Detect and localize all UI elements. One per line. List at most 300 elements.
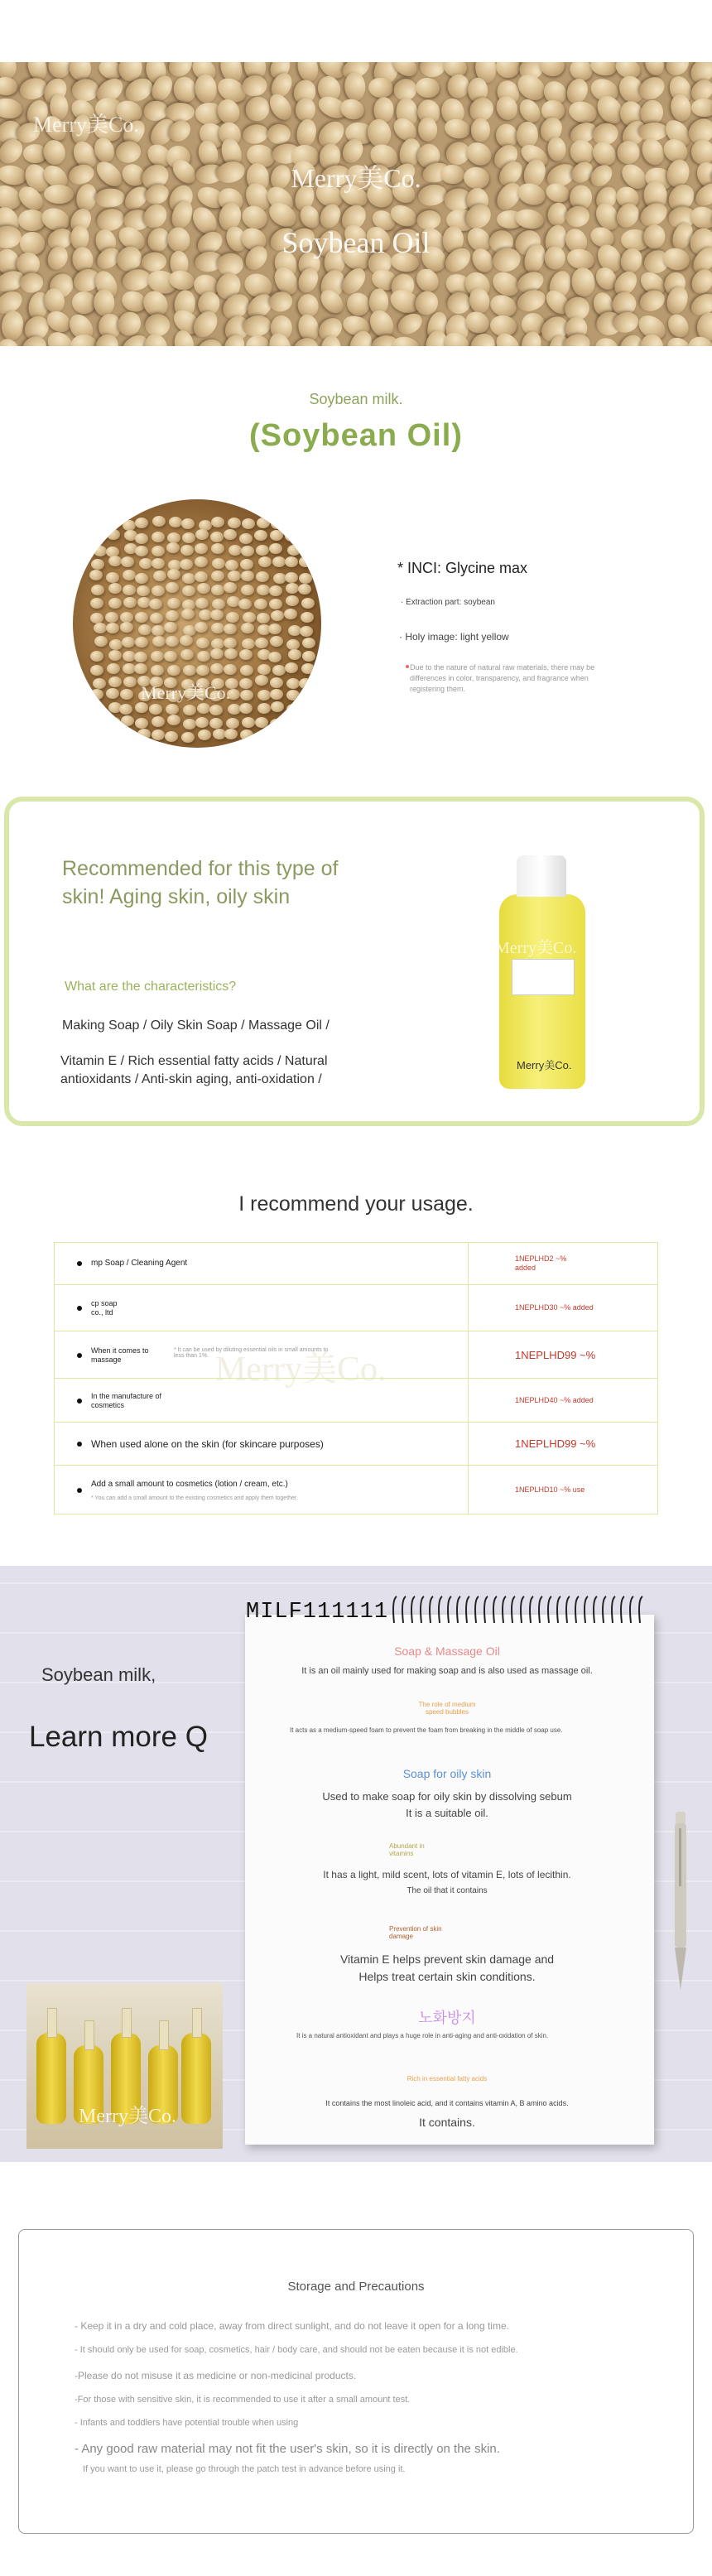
usage-note: * It can be used by diluting essential oils in small amounts to less than 1%. (174, 1346, 329, 1359)
soybean-shape (182, 532, 195, 543)
soybean-shape (150, 613, 163, 624)
soybean-shape (258, 556, 272, 567)
soybean-shape (90, 613, 103, 624)
soybean-shape (151, 651, 164, 662)
soybean-shape (269, 585, 282, 596)
soybean-shape (90, 651, 103, 662)
soybean-shape (257, 703, 271, 714)
soybean-shape (301, 546, 315, 556)
soybean-shape (121, 556, 134, 567)
soybean-shape (589, 62, 618, 78)
soybean-shape (303, 689, 316, 700)
soybean-shape (152, 516, 166, 527)
soybean-shape (135, 612, 148, 623)
soybean-shape (166, 610, 179, 621)
soybean-shape (256, 545, 269, 556)
soybean-shape (92, 703, 105, 714)
soybean-shape (94, 546, 107, 556)
usage-value: 1NEPLHD2 ~% added (515, 1254, 567, 1272)
storage-line: -Please do not misuse it as medicine or non-medicinal products. (75, 2370, 357, 2381)
recommend-uses: Making Soap / Oily Skin Soap / Massage Oil / (62, 1018, 330, 1033)
soybean-shape (152, 625, 165, 636)
soybean-shape (197, 703, 210, 714)
soybean-shape (108, 650, 122, 661)
soybean-shape (286, 583, 299, 594)
storage-line: If you want to use it, please go through the patch test in advance before using it. (83, 2464, 406, 2474)
soybean-shape (286, 595, 299, 606)
soybean-shape (195, 717, 209, 728)
bottle-neck-shape (192, 2008, 202, 2038)
notebook-heading-oily: Soap for oily skin (402, 1767, 492, 1780)
soybean-shape (94, 636, 108, 647)
soybean-shape (243, 612, 256, 623)
soybean-shape (302, 651, 315, 662)
soybean-shape (298, 732, 311, 743)
notebook-text: It is an oil mainly used for making soap and is also used as massage oil. (301, 1666, 593, 1676)
soybean-shape (462, 137, 495, 169)
soybean-shape (44, 184, 74, 204)
soybean-shape (269, 543, 282, 554)
soybean-shape (241, 623, 254, 633)
soybean-shape (153, 571, 166, 581)
soybean-shape (94, 188, 125, 209)
soybean-shape (122, 730, 135, 741)
soybean-shape (285, 572, 298, 583)
soybean-shape (149, 599, 162, 609)
notebook-heading-soap: Soap & Massage Oil (394, 1644, 500, 1658)
soybean-shape (239, 703, 253, 714)
recommend-title: Recommended for this type of skin! Aging skin, oily skin (62, 857, 339, 908)
characteristics-question: What are the characteristics? (65, 980, 237, 994)
usage-value: 1NEPLHD40 ~% added (515, 1395, 594, 1404)
soybean-shape (287, 545, 301, 556)
soybean-shape (164, 622, 177, 633)
soybean-shape (224, 729, 238, 739)
soybean-shape (210, 532, 224, 542)
oil-bottle-shape (36, 2033, 66, 2124)
soybean-shape (197, 583, 210, 594)
soybean-shape (166, 542, 180, 553)
soybean-shape (257, 585, 270, 595)
soybean-shape (135, 533, 148, 544)
soybean-shape (301, 598, 315, 609)
soybean-shape (417, 117, 437, 142)
soybean-shape (70, 335, 98, 346)
soybean-shape (167, 532, 180, 543)
notebook-text: The oil that it contains (407, 1886, 488, 1895)
soybean-shape (108, 730, 122, 741)
soybean-shape (285, 556, 298, 567)
soybean-shape (94, 289, 114, 315)
soybean-shape (546, 137, 567, 162)
soybean-shape (240, 665, 253, 676)
notebook-text: Vitamin E helps prevent skin damage and Helps treat certain skin conditions. (339, 1952, 555, 1983)
usage-note: * You can add a small amount to the existing cosmetics and apply them together. (91, 1495, 298, 1501)
soybean-shape (166, 636, 179, 647)
soybean-shape (90, 716, 103, 727)
soybean-shape (301, 663, 315, 674)
soybean-shape (272, 665, 286, 676)
soybean-shape (180, 635, 193, 646)
soybean-shape (135, 518, 148, 528)
soybean-shape (199, 609, 212, 620)
notebook-subheading: Rich in essential fatty acids (407, 2075, 488, 2082)
notebook-text: It contains. (419, 2116, 475, 2129)
soybean-shape (70, 77, 99, 103)
soybean-shape (114, 139, 142, 164)
storage-line: - Any good raw material may not fit the user's skin, so it is directly on the skin. (75, 2442, 500, 2456)
soybean-shape (182, 573, 195, 584)
soybean-shape (198, 729, 211, 740)
notebook-text: It acts as a medium-speed foam to prevent the foam from breaking in the middle of soap use. (290, 1726, 563, 1734)
soybean-shape (241, 123, 270, 147)
soybean-shape (209, 718, 223, 729)
soybean-shape (257, 613, 270, 624)
storage-line: - Keep it in a dry and cold place, away from direct sunlight, and do not leave it open for a long time. (75, 2320, 509, 2332)
soybean-shape (570, 266, 597, 297)
soybean-shape (89, 570, 103, 580)
soybean-shape (239, 678, 253, 689)
soybean-shape (137, 585, 150, 596)
soybean-shape (91, 559, 104, 570)
soybean-shape (257, 518, 270, 528)
soybean-shape (300, 626, 313, 637)
soybean-shape (151, 665, 164, 676)
soybean-shape (123, 597, 137, 608)
soybean-shape (135, 546, 148, 556)
soybean-shape (197, 651, 210, 662)
soybean-shape (181, 518, 195, 529)
soybean-shape (149, 704, 162, 715)
notebook-subheading: Prevention of skin damage (389, 1925, 442, 1940)
soybean-shape (105, 612, 118, 623)
soybean-shape (301, 520, 315, 531)
soybean-shape (90, 689, 103, 700)
soybean-shape (514, 286, 549, 315)
soybean-shape (241, 93, 274, 126)
soybean-shape (106, 572, 119, 583)
material-note: Due to the nature of natural raw materials, there may be differences in color, transparency, and fragrance when registering them. (410, 663, 595, 693)
soybean-shape (229, 545, 242, 556)
soybean-shape (119, 704, 132, 715)
soybean-shape (0, 163, 28, 186)
soybean-shape (255, 675, 268, 686)
soybean-shape (211, 517, 224, 527)
soybean-shape (192, 335, 227, 346)
soybean-shape (94, 623, 107, 633)
soybean-shape (137, 729, 151, 739)
bottle-neck-shape (159, 2020, 169, 2050)
note-bullet-icon (406, 665, 409, 668)
soybean-shape (152, 546, 165, 556)
soybean-shape (299, 573, 312, 584)
soybean-shape (181, 732, 195, 743)
product-title: (Soybean Oil) (249, 418, 463, 453)
soybean-shape (270, 530, 283, 541)
soybean-shape (226, 718, 239, 729)
soybean-shape (134, 652, 147, 662)
inci-label: * INCI: Glycine max (397, 560, 528, 576)
soybean-shape (123, 585, 136, 595)
soybean-shape (691, 99, 712, 118)
hero-watermark: Merry美Co. (33, 113, 139, 137)
soybean-shape (257, 664, 271, 675)
soybean-shape (195, 598, 209, 609)
soybean-shape (242, 638, 255, 649)
soybean-shape (137, 597, 151, 608)
pen-icon (672, 1812, 689, 1994)
soybean-shape (209, 705, 223, 715)
soybean-shape (92, 520, 105, 531)
usage-label: cp soap co., ltd (91, 1299, 118, 1317)
soybean-shape (123, 677, 137, 687)
storage-line: - It should only be used for soap, cosmetics, hair / body care, and should not be eaten because it is not edible. (75, 2345, 518, 2355)
soybean-shape (152, 532, 165, 542)
soybean-shape (134, 663, 147, 674)
soybean-shape (193, 73, 218, 104)
soybean-shape (440, 165, 464, 185)
soybean-shape (286, 716, 300, 727)
soybean-shape (299, 556, 312, 567)
soybean-shape (344, 72, 366, 102)
soybean-shape (152, 729, 165, 740)
soybean-shape (266, 90, 296, 123)
soybean-shape (164, 651, 177, 662)
soybean-shape (107, 663, 120, 674)
soybean-shape (241, 546, 254, 556)
soybean-shape (224, 529, 237, 540)
soybean-shape (196, 638, 209, 648)
soybean-shape (108, 598, 122, 609)
soybean-shape (537, 62, 566, 79)
soybean-shape (195, 571, 208, 582)
usage-label: mp Soap / Cleaning Agent (91, 1259, 188, 1268)
soybean-shape (419, 62, 447, 79)
soybean-shape (180, 559, 193, 570)
product-subtitle: Soybean milk. (309, 391, 403, 407)
soybean-shape (286, 704, 300, 715)
bottle-cap (517, 855, 566, 897)
soybean-shape (269, 599, 282, 609)
soybean-shape (167, 569, 180, 580)
soybean-shape (256, 571, 269, 582)
storage-title: Storage and Precautions (287, 2280, 425, 2294)
soybean-shape (257, 730, 270, 741)
soybean-shape (463, 166, 491, 190)
soybean-shape (240, 690, 253, 701)
table-row (54, 1466, 658, 1514)
soybean-shape (664, 311, 692, 340)
soybean-shape (257, 690, 271, 701)
soybean-shape (108, 583, 122, 594)
soybean-shape (270, 636, 283, 647)
soybean-shape (181, 609, 195, 619)
soybean-sack-image (73, 499, 321, 748)
storage-line: - Infants and toddlers have potential trouble when using (75, 2418, 299, 2428)
soybean-shape (41, 138, 68, 167)
usage-label: In the manufacture of cosmetics (91, 1391, 162, 1409)
soybean-shape (286, 639, 300, 650)
soybean-shape (241, 585, 254, 595)
holy-image: · Holy image: light yellow (399, 631, 509, 643)
soybean-shape (0, 225, 22, 249)
oil-bottle-shape (181, 2033, 211, 2124)
soybean-shape (284, 609, 297, 619)
soybean-shape (167, 665, 180, 676)
soybean-shape (109, 639, 123, 650)
soybean-shape (268, 624, 281, 634)
soybean-shape (121, 715, 134, 726)
soybean-shape (515, 180, 548, 209)
hero-brand: Merry美Co. (291, 163, 421, 193)
soybean-shape (226, 612, 239, 623)
soybean-shape (108, 556, 122, 566)
soybean-shape (210, 663, 224, 674)
usage-value: 1NEPLHD30 ~% added (515, 1303, 594, 1312)
soybean-shape (195, 556, 208, 567)
bottle-brand: Merry美Co. (517, 1059, 572, 1071)
soybean-shape (271, 610, 284, 621)
storage-line: -For those with sensitive skin, it is recommended to use it after a small amount test. (75, 2395, 411, 2405)
extraction-part: · Extraction part: soybean (401, 598, 495, 607)
soybean-shape (211, 623, 224, 633)
soybean-shape (285, 662, 298, 673)
soybean-shape (195, 529, 209, 540)
soybean-shape (415, 77, 440, 99)
hero-banner (0, 62, 712, 346)
soybean-shape (284, 729, 297, 740)
soybean-shape (238, 599, 252, 609)
soybean-shape (138, 624, 152, 635)
bottle-neck-shape (122, 2008, 132, 2038)
soybean-shape (210, 609, 224, 620)
image-watermark: Merry美Co. (141, 682, 231, 703)
soybean-shape (20, 232, 46, 255)
soybean-shape (224, 664, 237, 675)
soybean-shape (122, 637, 135, 648)
soybean-shape (286, 690, 300, 701)
soybean-shape (283, 517, 296, 527)
soybean-shape (338, 96, 367, 123)
soybean-shape (544, 247, 565, 271)
soybean-shape (285, 531, 298, 542)
soybean-shape (0, 76, 17, 97)
soybean-shape (195, 543, 208, 554)
soybean-shape (211, 571, 224, 581)
soybean-shape (108, 717, 121, 728)
soybean-shape (189, 307, 222, 342)
soybean-shape (271, 518, 284, 529)
soybean-shape (270, 719, 283, 729)
soybean-shape (302, 705, 315, 715)
bottle-neck-shape (84, 2020, 94, 2050)
soybean-shape (166, 225, 192, 254)
soybean-shape (471, 118, 490, 142)
recommend-characteristics: Vitamin E / Rich essential fatty acids / Natural antioxidants / Anti-skin aging, anti-oxidation / (60, 1054, 328, 1086)
learn-more-subtitle: Soybean milk, (41, 1664, 156, 1685)
soybean-shape (225, 560, 238, 571)
soybean-shape (271, 701, 284, 712)
table-row (54, 1423, 658, 1466)
soybean-shape (106, 688, 119, 699)
usage-title: I recommend your usage. (238, 1192, 474, 1216)
soybean-shape (120, 622, 133, 633)
soybean-shape (152, 585, 165, 596)
soybean-shape (108, 677, 122, 687)
soybean-shape (93, 678, 106, 689)
soybean-shape (135, 573, 148, 584)
hero-title: Soybean Oil (281, 226, 431, 259)
soybean-shape (443, 117, 472, 141)
photo-watermark: Merry美Co. (79, 2106, 176, 2127)
soybean-shape (183, 665, 196, 676)
soybean-shape (301, 612, 314, 623)
soybean-shape (642, 62, 667, 78)
soybean-shape (300, 718, 313, 729)
soybean-shape (90, 665, 103, 676)
soybean-shape (89, 730, 103, 741)
soybean-shape (152, 636, 166, 647)
soybean-shape (242, 518, 255, 529)
soybean-shape (195, 622, 208, 633)
soybean-shape (135, 637, 148, 648)
soybean-shape (211, 638, 224, 649)
soybean-shape (166, 704, 179, 715)
soybean-shape (255, 717, 268, 728)
soybean-shape (210, 648, 224, 659)
soybean-shape (169, 517, 182, 527)
soybean-shape (123, 570, 136, 580)
soybean-shape (48, 62, 70, 78)
soybean-shape (183, 705, 196, 715)
soybean-shape (214, 159, 247, 186)
soybean-shape (272, 729, 285, 740)
soybean-shape (152, 558, 165, 569)
soybean-shape (183, 719, 196, 729)
soybean-shape (196, 665, 209, 676)
storage-box (18, 2229, 694, 2534)
soybean-shape (228, 571, 241, 581)
notebook-header: MILF111111 (246, 1600, 389, 1625)
soybean-shape (239, 533, 253, 544)
soybean-shape (246, 335, 271, 346)
soybean-shape (152, 716, 165, 727)
soybean-shape (228, 518, 241, 528)
soybean-shape (212, 599, 225, 609)
soybean-shape (495, 62, 521, 79)
soybean-shape (120, 689, 133, 700)
soybean-shape (167, 715, 180, 725)
soybean-shape (165, 731, 178, 742)
soybean-shape (390, 335, 421, 346)
soybean-shape (167, 598, 180, 609)
soybean-shape (445, 74, 469, 100)
notebook-text: It is a natural antioxidant and plays a huge role in anti-aging and anti-oxidation of skin. (296, 2032, 549, 2039)
table-row (54, 1379, 658, 1423)
soybean-shape (211, 585, 224, 595)
soybean-shape (212, 558, 225, 569)
soybean-shape (302, 638, 315, 648)
notebook-subheading: The role of medium speed bubbles (418, 1701, 476, 1716)
soybean-shape (254, 599, 267, 609)
soybean-shape (144, 313, 171, 337)
bottle-label (512, 959, 575, 995)
soybean-shape (270, 677, 283, 688)
soybean-shape (241, 571, 254, 581)
soybean-shape (135, 718, 148, 729)
soybean-shape (108, 518, 121, 528)
soybean-shape (240, 559, 253, 570)
